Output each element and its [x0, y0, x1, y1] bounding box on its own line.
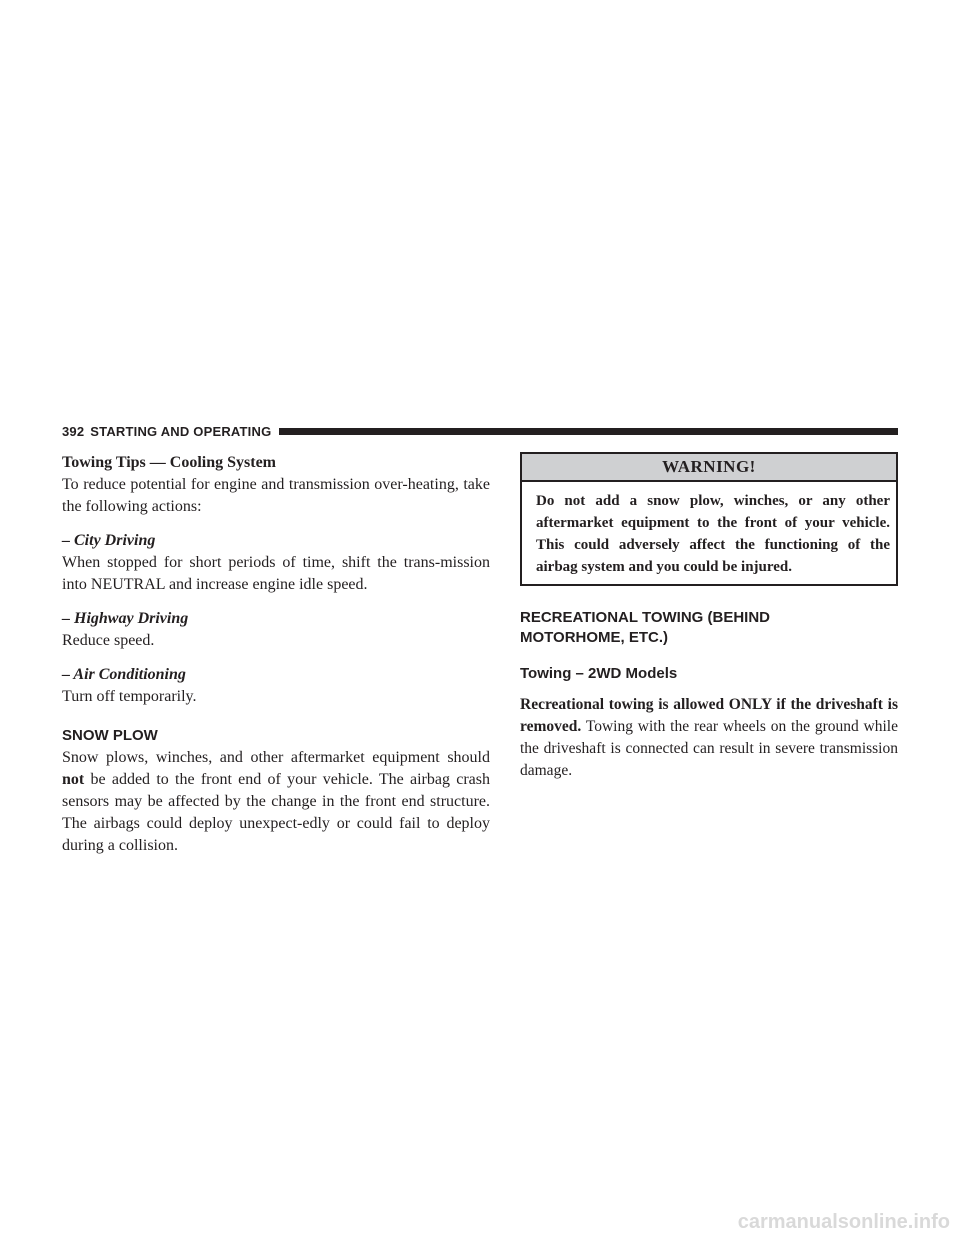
warning-text: Do not add a snow plow, winches, or any other aftermarket equipment to the front of your vehicle. This could adversely affect the functioning of the airbag system and you could be injured. — [536, 493, 890, 575]
page-number: 392 — [62, 423, 85, 439]
highway-driving-text: Reduce speed. — [62, 632, 155, 649]
snow-plow-heading: SNOW PLOW — [62, 727, 158, 744]
towing-tips-title: Towing Tips — Cooling System — [62, 454, 276, 471]
section-name: STARTING AND OPERATING — [90, 423, 272, 439]
watermark: carmanualsonline.info — [737, 1211, 950, 1233]
city-driving-title: – City Driving — [62, 532, 156, 549]
towing-2wd-heading: Towing – 2WD Models — [520, 665, 678, 682]
running-header — [62, 420, 898, 442]
recreational-heading-line1: RECREATIONAL TOWING (BEHIND — [520, 609, 770, 626]
snow-plow-text-2: be added to the front end of your vehicle. The airbag crash sensors may be affected by the change in the front end structure. The airbags could deploy unexpect-edly or could fail to deploy during a collision. — [62, 771, 490, 854]
recreational-towing-heading — [520, 608, 898, 648]
highway-driving-title: – Highway Driving — [62, 610, 189, 627]
warning-box — [520, 452, 898, 586]
snow-plow-text-1: Snow plows, winches, and other aftermarket equipment should — [62, 749, 490, 766]
towing-2wd-text: Towing with the rear wheels on the ground while the driveshaft is connected can result in severe transmission damage. — [520, 718, 898, 779]
city-driving-text: When stopped for short periods of time, shift the trans-mission into NEUTRAL and increase engine idle speed. — [62, 554, 490, 593]
towing-tips-intro: To reduce potential for engine and transmission over-heating, take the following actions: — [62, 476, 490, 515]
header-rule — [279, 428, 898, 435]
air-conditioning-title: – Air Conditioning — [62, 666, 186, 683]
snow-plow-paragraph — [62, 747, 490, 857]
right-column — [520, 452, 898, 782]
towing-2wd-paragraph — [520, 694, 898, 782]
left-column — [62, 452, 490, 857]
towing-2wd-bold: Recreational towing is allowed ONLY if the driveshaft is removed. — [520, 696, 898, 735]
snow-plow-not: not — [62, 771, 85, 788]
recreational-heading-line2: MOTORHOME, ETC.) — [520, 629, 669, 646]
air-conditioning-text: Turn off temporarily. — [62, 688, 197, 705]
warning-title: WARNING! — [522, 454, 896, 482]
